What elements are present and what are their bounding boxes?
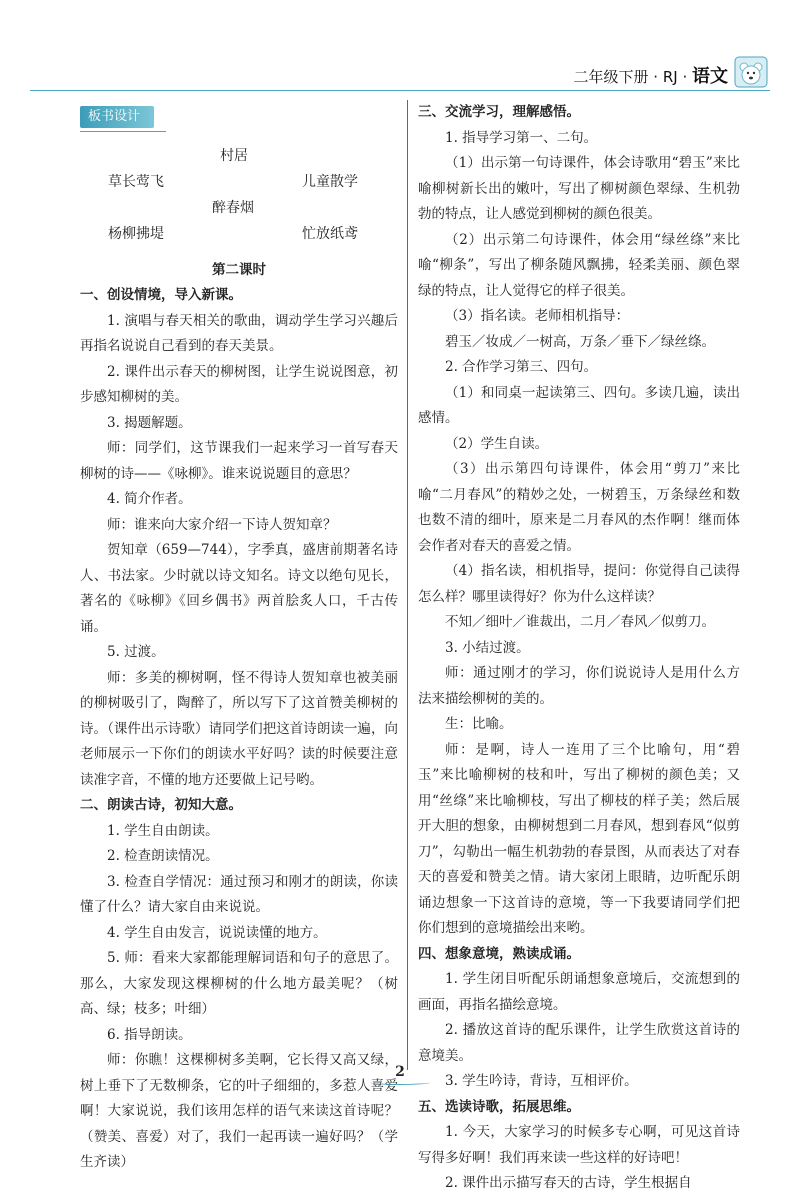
board-center-top: 村居: [220, 147, 248, 164]
paragraph: 师：同学们，这节课我们一起来学习一首写春天柳树的诗——《咏柳》。谁来说说题目的意思？: [80, 440, 398, 482]
board-right-1: 儿童散学: [302, 173, 358, 190]
paragraph: 2. 合作学习第三、四句。: [445, 359, 598, 375]
paragraph: 师：谁来向大家介绍一下诗人贺知章？: [107, 516, 337, 533]
board-design: [80, 134, 398, 256]
board-left-1: 草长莺飞: [108, 173, 164, 190]
header-subject: 语文: [692, 66, 728, 87]
section-heading: 三、交流学习，理解感悟。: [418, 104, 580, 120]
paragraph: 6. 指导朗读。: [107, 1026, 192, 1043]
paragraph: 碧玉／妆成／一树高，万条／垂下／绿丝绦。: [445, 333, 715, 350]
header-rule: [30, 90, 770, 91]
header-title: [574, 62, 728, 88]
paragraph: 3. 小结过渡。: [445, 639, 530, 656]
paragraph: 1. 学生自由朗读。: [107, 822, 219, 839]
paragraph: （2）出示第二句诗课件，体会用“绿丝绦”来比喻“柳条”，写出了柳条随风飘拂，轻柔美丽、颜色翠绿的特点，让人觉得它的样子很美。: [418, 231, 740, 299]
paragraph: （4）指名读，相机指导，提问：你觉得自己读得怎么样？哪里读得好？你为什么这样读？: [418, 563, 740, 605]
board-left-2: 杨柳拂堤: [108, 225, 164, 242]
paragraph: 4. 简介作者。: [107, 491, 192, 507]
section-heading: 二、朗读古诗，初知大意。: [80, 797, 242, 813]
paragraph: 3. 揭题解题。: [107, 414, 192, 431]
section-heading: 四、想象意境，熟读成诵。: [418, 945, 580, 962]
paragraph: 1. 今天，大家学习的时候多专心啊，可见这首诗写得多好啊！我们再来读一些这样的好诗吧！: [418, 1124, 740, 1166]
section-heading: 一、创设情境，导入新课。: [80, 287, 242, 303]
paragraph: 4. 学生自由发言，说说读懂的地方。: [107, 924, 327, 941]
paragraph: 1. 演唱与春天相关的歌曲，调动学生学习兴趣后再指名说说自己看到的春天美景。: [80, 312, 398, 354]
right-column: [418, 100, 740, 1197]
page-number-swoosh: [370, 1080, 430, 1085]
paragraph: （1）和同桌一起读第三、四句。多读几遍，读出感情。: [418, 384, 740, 426]
board-center-mid: 醉春烟: [212, 199, 254, 216]
paragraph: 贺知章（659—744），字季真，盛唐前期著名诗人、书法家。少时就以诗文知名。诗文以绝句见长，著名的《咏柳》《回乡偶书》两首脍炙人口，千古传诵。: [80, 542, 398, 635]
paragraph: （3）指名读。老师相机指导：: [445, 308, 630, 324]
paragraph: 1. 指导学习第一、二句。: [445, 129, 598, 146]
section-heading: 五、选读诗歌，拓展思维。: [418, 1098, 580, 1115]
paragraph: 生：比喻。: [445, 716, 513, 732]
paragraph: 师：通过刚才的学习，你们说说诗人是用什么方法来描绘柳树的美的。: [418, 665, 740, 707]
paragraph: 1. 学生闭目听配乐朗诵想象意境后，交流想到的画面，再指名描绘意境。: [418, 971, 740, 1013]
board-right-2: 忙放纸鸢: [302, 225, 358, 242]
paragraph: 师：多美的柳树啊，怪不得诗人贺知章也被美丽的柳树吸引了，陶醉了，所以写下了这首赞美柳树的诗。（课件出示诗歌）请同学们把这首诗朗读一遍，向老师展示一下你们的朗读水平好吗？读的时候要注意读准字音，不懂的地方还要做上记号哟。: [80, 669, 398, 788]
lesson-title: 第二课时: [212, 261, 266, 278]
left-column: [80, 100, 398, 1176]
page-number-text: 2: [395, 1064, 405, 1080]
paragraph: （3）出示第四句诗课件，体会用“剪刀”来比喻“二月春风”的精妙之处，一树碧玉，万条绿丝和数也数不清的细叶，原来是二月春风的杰作啊！继而体会作者对春天的喜爱之情。: [418, 461, 740, 554]
page-header: [0, 0, 800, 100]
paragraph: （1）出示第一句诗课件，体会诗歌用“碧玉”来比喻柳树新长出的嫩叶，写出了柳树颜色翠绿、生机勃勃的特点，让人感觉到柳树的颜色很美。: [418, 155, 740, 222]
paragraph: 2. 检查朗读情况。: [107, 848, 219, 864]
board-design-label: 板书设计: [80, 106, 154, 128]
paragraph: 师：你瞧！这棵柳树多美啊，它长得又高又绿，树上垂下了无数柳条，它的叶子细细的，多惹人喜爱啊！大家说说，我们该用怎样的语气来读这首诗呢？（赞美、喜爱）对了，我们一起再读一遍好吗？（学生齐读）: [80, 1052, 398, 1170]
paragraph: 5. 过渡。: [107, 644, 165, 660]
paragraph: 3. 检查自学情况：通过预习和刚才的朗读，你读懂了什么？请大家自由来说说。: [80, 873, 398, 915]
paragraph: 2. 播放这首诗的配乐课件，让学生欣赏这首诗的意境美。: [418, 1022, 740, 1064]
paragraph: 5. 师：看来大家都能理解词语和句子的意思了。那么，大家发现这棵柳树的什么地方最美呢？（树高、绿；枝多；叶细）: [80, 950, 398, 1017]
paragraph: 不知／细叶／谁裁出，二月／春风／似剪刀。: [445, 614, 715, 630]
header-grade: 二年级下册 · RJ ·: [573, 68, 692, 86]
page-number: [0, 1064, 800, 1085]
paragraph: 2. 课件出示春天的柳树图，让学生说说图意，初步感知柳树的美。: [80, 363, 398, 405]
paragraph: 2. 课件出示描写春天的古诗，学生根据自: [445, 1175, 692, 1191]
paragraph: （2）学生自读。: [445, 435, 549, 452]
bear-icon: [734, 56, 768, 88]
column-divider: [407, 100, 408, 1070]
paragraph: 师：是啊，诗人一连用了三个比喻句，用“碧玉”来比喻柳树的枝和叶，写出了柳树的颜色美；又用“丝绦”来比喻柳枝，写出了柳枝的样子美；然后展开大胆的想象，由柳树想到二月春风，想到春风“似剪刀”，勾勒出一幅生机勃勃的春景图，从而表达了对春天的喜爱和赞美之情。请大家闭上眼睛，边听配乐朗诵边想象一下这首诗的意境，等一下我要请同学们把你们想到的意境描绘出来哟。: [418, 741, 740, 936]
paragraph: 3. 学生吟诗，背诗，互相评价。: [445, 1073, 638, 1089]
